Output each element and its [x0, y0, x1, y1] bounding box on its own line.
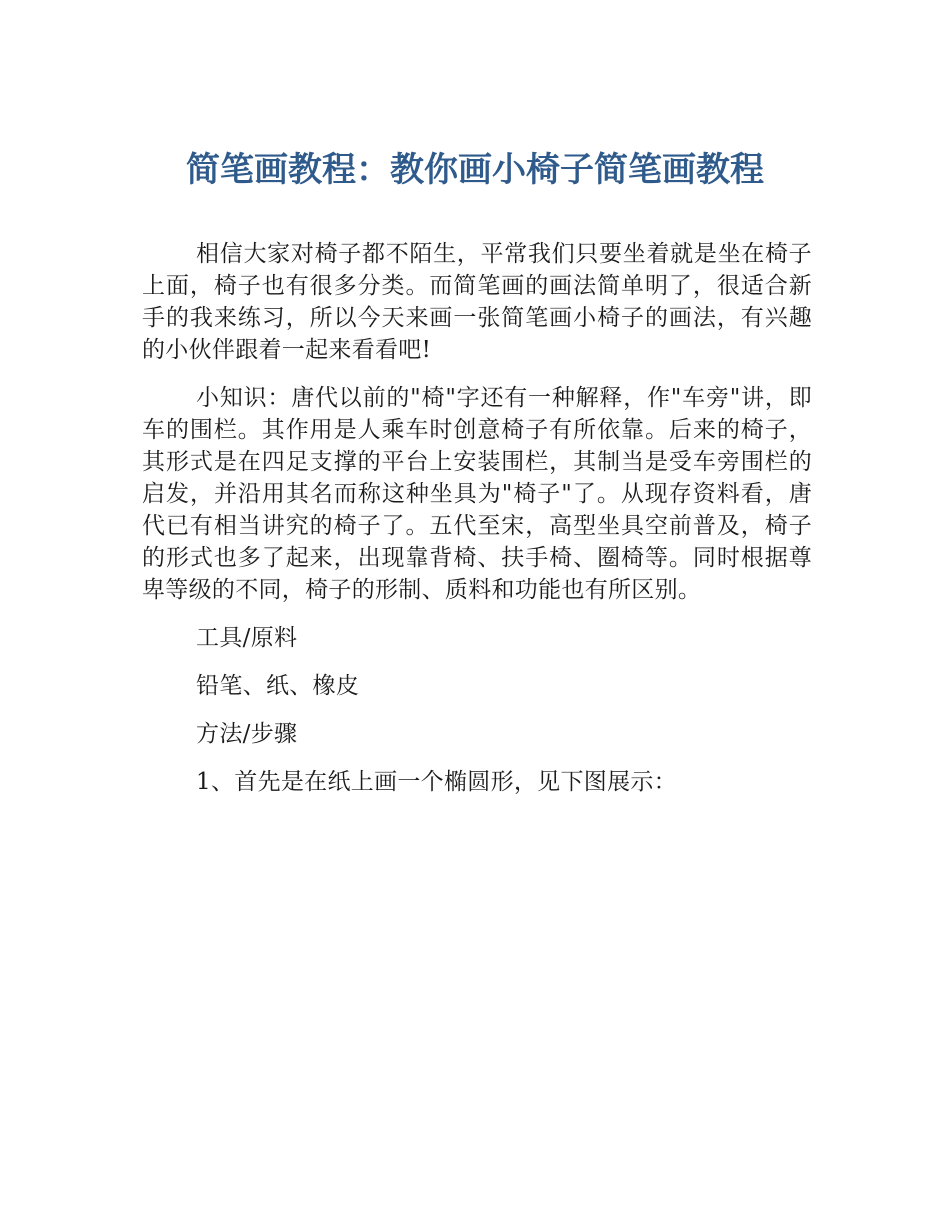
intro-paragraph: 相信大家对椅子都不陌生，平常我们只要坐着就是坐在椅子上面，椅子也有很多分类。而简笔画的画法简单明了，很适合新手的我来练习，所以今天来画一张简笔画小椅子的画法，有兴趣的小伙伴跟着一起来看看吧! [142, 241, 812, 363]
document-title: 简笔画教程：教你画小椅子简笔画教程 [186, 150, 764, 190]
document-body [142, 238, 812, 814]
knowledge-paragraph: 小知识：唐代以前的"椅"字还有一种解释，作"车旁"讲，即车的围栏。其作用是人乘车时创意椅子有所依靠。后来的椅子，其形式是在四足支撑的平台上安装围栏，其制当是受车旁围栏的启发，并沿用其名而称这种坐具为"椅子"了。从现存资料看，唐代已有相当讲究的椅子了。五代至宋，高型坐具空前普及，椅子的形式也多了起来，出现靠背椅、扶手椅、圈椅等。同时根据尊卑等级的不同，椅子的形制、质料和功能也有所区别。 [142, 385, 812, 603]
step-1: 1、首先是在纸上画一个椭圆形，见下图展示： [196, 769, 677, 795]
tools-heading: 工具/原料 [196, 625, 298, 651]
steps-heading: 方法/步骤 [196, 721, 298, 747]
tools-list: 铅笔、纸、橡皮 [196, 673, 360, 699]
